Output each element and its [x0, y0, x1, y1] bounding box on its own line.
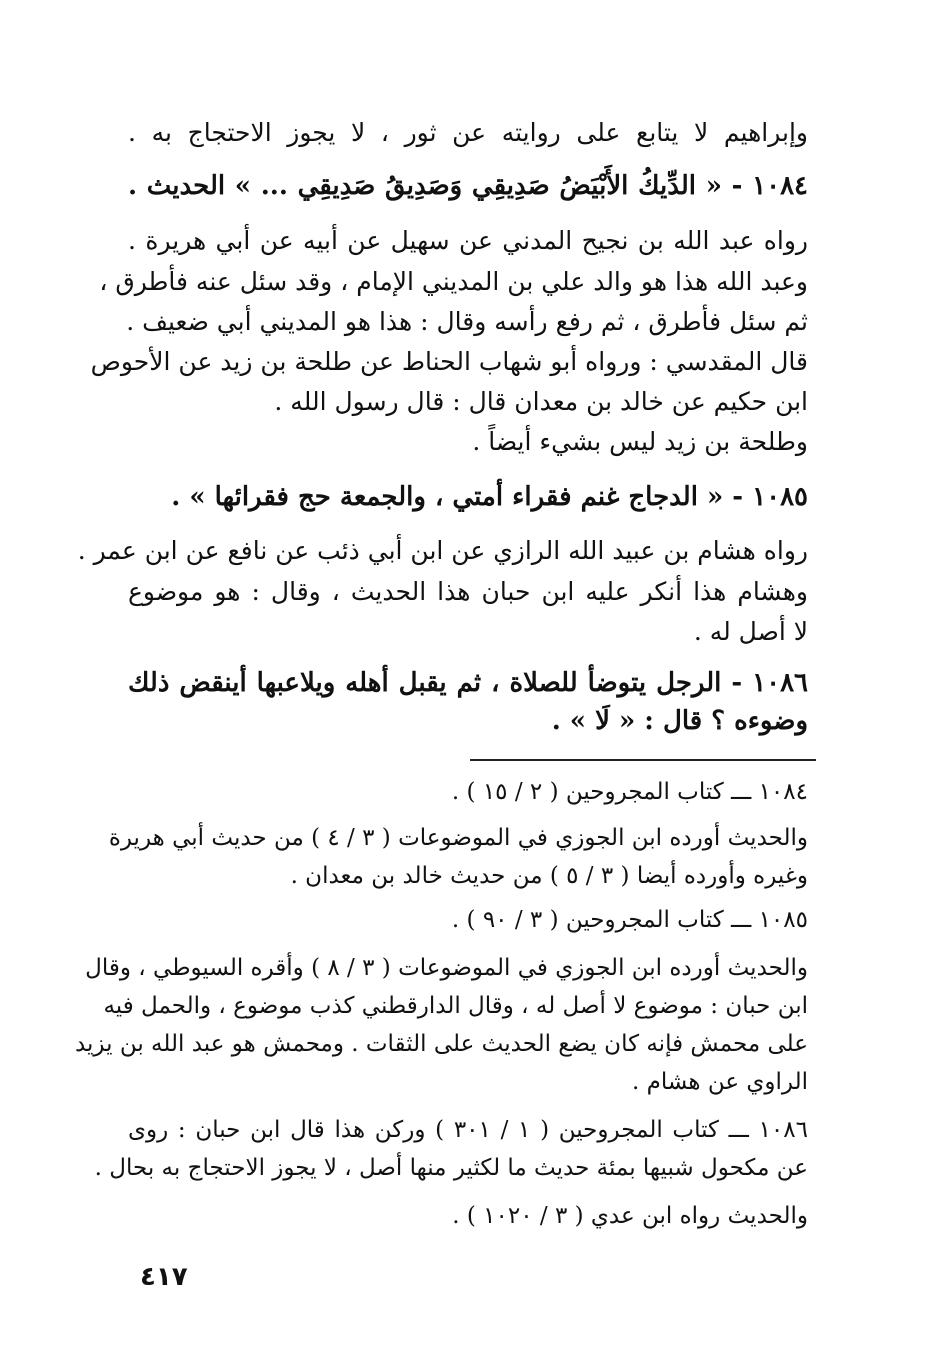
footnote-line-11: والحديث رواه ابن عدي ( ٣ / ١٠٢٠ ) .: [452, 1203, 808, 1229]
footnote-1084: ١٠٨٤ ـــ كتاب المجروحين ( ٢ / ١٥ ) .: [451, 779, 808, 805]
body-line-3: رواه عبد الله بن نجيح المدني عن سهيل عن أبيه عن أبي هريرة .: [128, 226, 808, 255]
body-line-6: قال المقدسي : ورواه أبو شهاب الحناط عن طلحة بن زيد عن الأحوص: [90, 347, 808, 376]
footnote-1085: ١٠٨٥ ـــ كتاب المجروحين ( ٣ / ٩٠ ) .: [451, 907, 808, 933]
footnote-separator: [470, 759, 816, 761]
hadith-1086-heading-cont: وضوءه ؟ قال : « لَا » .: [551, 706, 808, 736]
footnote-line-3: وغيره وأورده أيضا ( ٣ / ٥ ) من حديث خالد بن معدان .: [290, 863, 808, 889]
footnote-1086: ١٠٨٦ ـــ كتاب المجروحين ( ١ / ٣٠١ ) وركن هذا قال ابن حبان : روى: [128, 1117, 808, 1143]
footnote-line-10: عن مكحول شبيها بمئة حديث ما لكثير منها أصل ، لا يجوز الاحتجاج به بحال .: [94, 1155, 808, 1181]
body-line-4: وعبد الله هذا هو والد علي بن المديني الإمام ، وقد سئل عنه فأطرق ،: [99, 267, 808, 296]
footnote-line-2: والحديث أورده ابن الجوزي في الموضوعات ( ٣ / ٤ ) من حديث أبي هريرة: [108, 825, 808, 851]
hadith-1085-heading: ١٠٨٥ - « الدجاج غنم فقراء أمتي ، والجمعة حج فقرائها » .: [171, 482, 808, 512]
page-number: ٤١٧: [140, 1262, 188, 1292]
body-line-12: لا أصل له .: [693, 617, 808, 646]
footnote-line-5: والحديث أورده ابن الجوزي في الموضوعات ( ٣ / ٨ ) وأقره السيوطي ، وقال: [85, 955, 808, 981]
body-line-8: وطلحة بن زيد ليس بشيء أيضاً .: [472, 427, 808, 456]
hadith-1084-heading: ١٠٨٤ - « الدِّيكُ الأَبْيَضُ صَدِيقِي وَصَدِيقُ صَدِيقِي ... » الحديث .: [128, 171, 808, 201]
body-line-5: ثم سئل فأطرق ، ثم رفع رأسه وقال : هذا هو المديني أبي ضعيف .: [126, 307, 808, 336]
body-line-1: وإبراهيم لا يتابع على روايته عن ثور ، لا يجوز الاحتجاج به .: [128, 118, 808, 147]
body-line-7: ابن حكيم عن خالد بن معدان قال : قال رسول الله .: [274, 387, 808, 416]
footnote-line-6: ابن حبان : موضوع لا أصل له ، وقال الدارقطني كذب موضوع ، والحمل فيه: [103, 993, 808, 1019]
footnote-line-8: الراوي عن هشام .: [632, 1069, 808, 1095]
body-line-10: رواه هشام بن عبيد الله الرازي عن ابن أبي ذئب عن نافع عن ابن عمر .: [77, 536, 808, 565]
body-line-11: وهشام هذا أنكر عليه ابن حبان هذا الحديث ، وقال : هو موضوع: [128, 577, 808, 606]
hadith-1086-heading: ١٠٨٦ - الرجل يتوضأ للصلاة ، ثم يقبل أهله ويلاعبها أينقض ذلك: [128, 668, 808, 698]
footnote-line-7: على محمش فإنه كان يضع الحديث على الثقات . ومحمش هو عبد الله بن يزيد: [74, 1031, 808, 1057]
